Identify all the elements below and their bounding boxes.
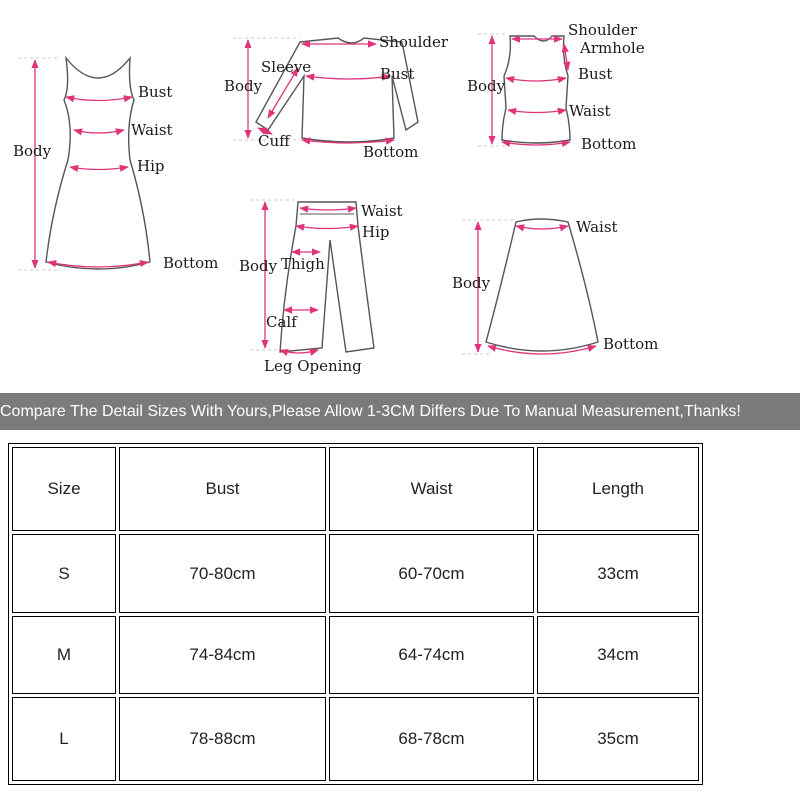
shirt-body-label: Body [224, 77, 263, 95]
dress-diagram [13, 58, 218, 272]
shirt-bust-label: Bust [380, 65, 415, 83]
skirt-body-label: Body [452, 274, 491, 292]
vest-body-label: Body [467, 77, 506, 95]
pants-hip-label: Hip [362, 223, 390, 241]
dress-bottom-label: Bottom [163, 254, 219, 272]
pants-thigh-label: Thigh [281, 255, 325, 273]
skirt-outline [486, 219, 598, 351]
skirt-waist-label: Waist [576, 218, 618, 236]
vest-diagram [467, 21, 645, 153]
table-cell-length: 33cm [537, 534, 699, 613]
table-cell-size: L [12, 697, 116, 781]
vest-bottom-label: Bottom [581, 135, 637, 153]
table-cell-size: M [12, 616, 116, 694]
pants-calf-label: Calf [266, 313, 297, 331]
dress-hip-label: Hip [137, 157, 165, 175]
table-header-size: Size [12, 447, 116, 531]
vest-shoulder-label: Shoulder [568, 21, 638, 39]
pants-waist-arrow [300, 208, 356, 210]
shirt-cuff-label: Cuff [258, 132, 290, 150]
table-cell-length: 35cm [537, 697, 699, 781]
vest-waist-arrow [508, 110, 566, 113]
table-cell-bust: 70-80cm [119, 534, 326, 613]
pants-diagram [239, 200, 403, 375]
table-header-waist: Waist [329, 447, 534, 531]
table-cell-waist: 64-74cm [329, 616, 534, 694]
dress-bust-label: Bust [138, 83, 173, 101]
table-header-length: Length [537, 447, 699, 531]
dress-bust-arrow [66, 97, 132, 101]
vest-bust-arrow [506, 78, 566, 81]
skirt-waist-arrow [516, 226, 568, 229]
shirt-bust-arrow [306, 76, 390, 79]
shirt-sleeve-label: Sleeve [261, 58, 312, 76]
pants-body-label: Body [239, 257, 278, 275]
dress-waist-arrow [74, 130, 124, 133]
garment-measurement-diagrams [0, 0, 800, 392]
dress-hip-arrow [70, 167, 128, 170]
table-cell-waist: 68-78cm [329, 697, 534, 781]
pants-leg-opening-label: Leg Opening [264, 357, 362, 375]
size-table [8, 443, 703, 785]
table-cell-size: S [12, 534, 116, 613]
dress-body-label: Body [13, 142, 52, 160]
measurement-notice-banner: Compare The Detail Sizes With Yours,Please Allow 1-3CM Differs Due To Manual Measurement,Thanks! [0, 393, 800, 430]
table-cell-bust: 78-88cm [119, 697, 326, 781]
table-cell-length: 34cm [537, 616, 699, 694]
pants-waist-label: Waist [361, 202, 403, 220]
dress-outline [46, 58, 150, 269]
vest-waist-label: Waist [569, 102, 611, 120]
dress-waist-label: Waist [131, 121, 173, 139]
vest-outline [502, 36, 570, 143]
shirt-outline [256, 38, 418, 142]
vest-armhole-label: Armhole [580, 39, 645, 57]
table-header-bust: Bust [119, 447, 326, 531]
skirt-diagram [452, 218, 658, 354]
shirt-diagram [224, 33, 449, 161]
pants-hip-arrow [296, 226, 358, 229]
skirt-bottom-label: Bottom [603, 335, 659, 353]
vest-bust-label: Bust [578, 65, 613, 83]
table-cell-bust: 74-84cm [119, 616, 326, 694]
shirt-bottom-label: Bottom [363, 143, 419, 161]
shirt-shoulder-label: Shoulder [379, 33, 449, 51]
table-cell-waist: 60-70cm [329, 534, 534, 613]
